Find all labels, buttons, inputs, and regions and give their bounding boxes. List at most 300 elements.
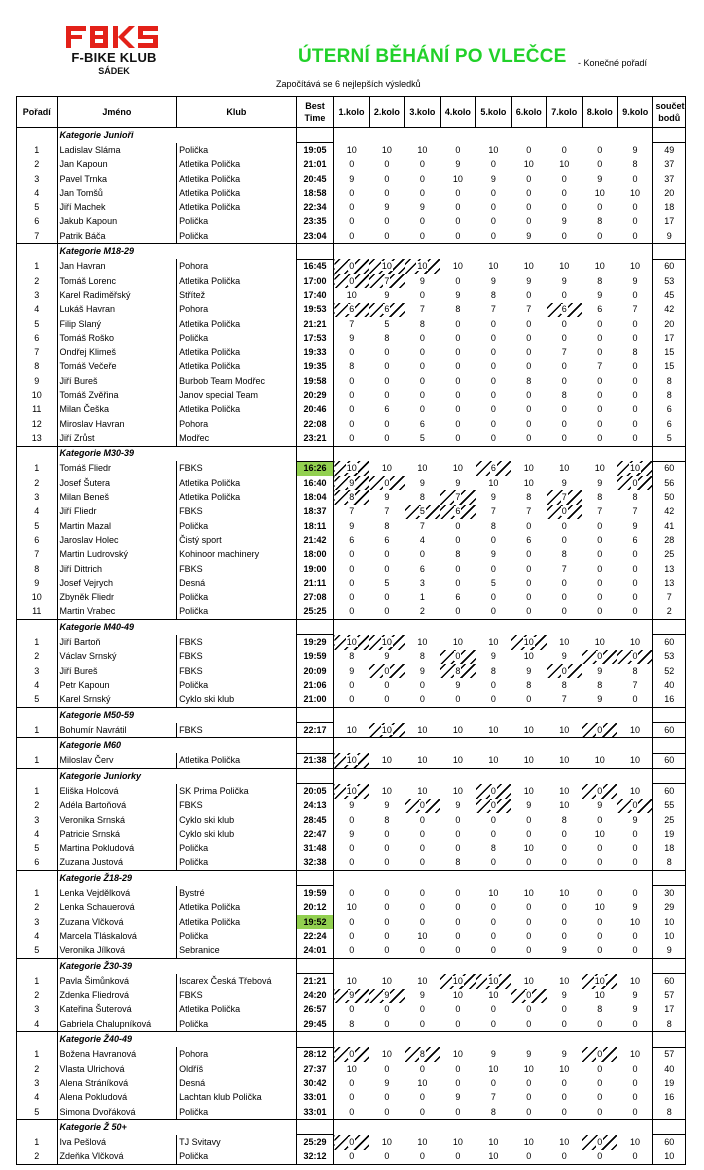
category-round-cell [369,446,404,461]
round-points [547,360,582,374]
category-round-cell [405,620,440,635]
points-sum: 20 [653,186,686,200]
best-time: 19:05 [296,143,334,158]
round-points [511,693,546,708]
round-points [405,650,440,664]
round-points-value: 10 [417,785,428,796]
category-round-cell [511,769,546,784]
points-sum: 17 [653,215,686,229]
round-points-value: 0 [490,375,496,386]
round-points [547,1017,582,1032]
round-points-value: 10 [452,990,463,1001]
round-points-value: 0 [490,534,496,545]
round-points [405,753,440,768]
round-points-value: 0 [419,1018,425,1029]
round-points-value: 8 [349,361,355,372]
round-points [617,417,652,431]
round-points-value: 0 [597,520,603,531]
round-points-value: 10 [381,463,392,474]
round-points-value: 0 [597,332,603,343]
round-points-value: 0 [490,814,496,825]
round-points [547,317,582,331]
round-points-value: 0 [384,857,390,868]
round-points [334,403,369,417]
round-points [582,693,617,708]
table-row [17,548,686,562]
points-sum: 29 [653,901,686,915]
round-points [617,591,652,605]
round-points [476,591,511,605]
round-points [476,1062,511,1076]
round-points [405,303,440,317]
points-sum: 9 [653,229,686,244]
round-points-value: 0 [597,1151,603,1162]
round-points-value: 0 [384,477,390,488]
round-points-value: 7 [349,506,355,517]
club-name-cell: Čistý sport [177,533,297,547]
round-points [582,288,617,302]
category-sum-cell [653,244,686,259]
round-points-value: 5 [384,577,390,588]
col-round-4: 4.kolo [440,97,475,128]
round-points [369,505,404,519]
round-points-value: 10 [629,916,640,927]
category-name: Kategorie M30-39 [57,446,296,461]
round-points [440,303,475,317]
club-name-cell: Pohora [177,1047,297,1062]
round-points [582,1091,617,1105]
club-name-cell: Modřec [177,431,297,446]
club-name-cell: Atletika Polička [177,158,297,172]
round-points-value: 10 [417,1077,428,1088]
round-points-value: 0 [384,1151,390,1162]
round-points-value: 10 [381,144,392,155]
rank-cell: 4 [17,1091,58,1105]
category-round-cell [476,446,511,461]
round-points-value: 9 [349,520,355,531]
club-name-cell: Polička [177,229,297,244]
round-points-value: 9 [455,159,461,170]
round-points [334,288,369,302]
round-points-value: 9 [419,665,425,676]
points-sum: 50 [653,490,686,504]
round-points-value: 0 [349,275,355,286]
round-points [511,1135,546,1150]
round-points-value: 0 [597,577,603,588]
athlete-name: Josef Vejrych [57,576,177,590]
round-points-value: 8 [632,665,638,676]
round-points [511,331,546,345]
round-points-value: 0 [349,1077,355,1088]
round-points-value: 0 [526,990,532,1001]
round-points [547,519,582,533]
col-round-5: 5.kolo [476,97,511,128]
best-time: 25:29 [296,1135,334,1150]
rank-cell: 1 [17,1047,58,1062]
round-points-value: 9 [419,202,425,213]
athlete-name: Václav Srnský [57,650,177,664]
category-round-cell [511,620,546,635]
category-round-cell [476,244,511,259]
category-round-cell [617,1120,652,1135]
round-points-value: 0 [632,549,638,560]
round-points-value: 6 [384,304,390,315]
category-sum-cell [653,958,686,973]
round-points [369,345,404,359]
round-points [369,388,404,402]
round-points-value: 0 [419,902,425,913]
round-points-value: 8 [349,651,355,662]
round-points-value: 0 [455,694,461,705]
round-points [440,345,475,359]
round-points [405,915,440,929]
round-points-value: 10 [629,755,640,766]
round-points-value: 0 [384,606,390,617]
category-round-cell [617,769,652,784]
round-points [440,915,475,929]
round-points-value: 0 [490,679,496,690]
club-name-cell: Polička [177,856,297,871]
category-name: Kategorie M40-49 [57,620,296,635]
points-sum: 53 [653,650,686,664]
athlete-name: Miroslav Havran [57,417,177,431]
best-time: 30:42 [296,1076,334,1090]
category-round-cell [440,958,475,973]
round-points-value: 10 [523,843,534,854]
round-points-value: 0 [384,216,390,227]
points-sum: 8 [653,856,686,871]
round-points [334,974,369,989]
round-points [476,388,511,402]
category-rank-cell [17,128,58,143]
athlete-name: Jiří Zrůst [57,431,177,446]
round-points-value: 0 [526,902,532,913]
round-points [511,345,546,359]
round-points [334,605,369,620]
table-row [17,856,686,871]
round-points-value: 0 [632,800,638,811]
table-row [17,1062,686,1076]
round-points-value: 10 [629,785,640,796]
round-points-value: 0 [632,202,638,213]
round-points [617,635,652,650]
round-points [405,886,440,901]
round-points-value: 0 [597,724,603,735]
round-points-value: 0 [597,230,603,241]
round-points [476,519,511,533]
round-points [440,548,475,562]
category-round-cell [440,707,475,722]
round-points-value: 10 [346,724,357,735]
round-points [547,1003,582,1017]
col-round-6: 6.kolo [511,97,546,128]
round-points-value: 0 [419,1004,425,1015]
category-round-cell [369,738,404,753]
round-points [582,259,617,274]
round-points-value: 0 [455,318,461,329]
round-points-dropped [334,303,369,317]
round-points-value: 0 [632,230,638,241]
round-points-value: 0 [455,563,461,574]
points-sum: 37 [653,158,686,172]
round-points-value: 9 [419,990,425,1001]
round-points [405,360,440,374]
round-points [476,886,511,901]
points-sum: 40 [653,678,686,692]
points-sum: 19 [653,1076,686,1090]
athlete-name: Karel Radiměřský [57,288,177,302]
round-points [511,576,546,590]
round-points [582,605,617,620]
round-points-value: 0 [455,375,461,386]
round-points [369,827,404,841]
round-points-value: 0 [597,202,603,213]
round-points-dropped [582,723,617,738]
round-points-value: 10 [417,636,428,647]
club-name-cell: FBKS [177,664,297,678]
rank-cell: 1 [17,723,58,738]
round-points-dropped [334,784,369,799]
round-points [511,1047,546,1062]
best-time: 33:01 [296,1091,334,1105]
round-points [405,317,440,331]
category-sum-cell [653,1032,686,1047]
round-points-value: 8 [419,651,425,662]
round-points-value: 10 [417,724,428,735]
round-points-value: 10 [559,636,570,647]
rank-cell: 1 [17,753,58,768]
round-points-value: 7 [526,304,532,315]
athlete-name: Milan Češka [57,403,177,417]
round-points [547,200,582,214]
round-points [405,827,440,841]
best-time: 16:45 [296,259,334,274]
round-points [405,723,440,738]
round-points-value: 10 [488,261,499,272]
round-points-value: 0 [419,230,425,241]
round-points-value: 10 [594,636,605,647]
round-points [582,901,617,915]
round-points-dropped [582,650,617,664]
category-round-cell [405,707,440,722]
best-time: 21:21 [296,974,334,989]
rank-cell: 5 [17,317,58,331]
round-points [369,374,404,388]
round-points-value: 0 [597,534,603,545]
round-points-value: 0 [526,144,532,155]
round-points-value: 10 [594,463,605,474]
round-points-value: 0 [597,159,603,170]
round-points [547,929,582,943]
category-rank-cell [17,1120,58,1135]
round-points [369,417,404,431]
round-points-value: 10 [559,724,570,735]
round-points [476,215,511,229]
round-points [511,929,546,943]
round-points-value: 8 [561,549,567,560]
round-points-dropped [440,650,475,664]
category-rank-cell [17,871,58,886]
round-points [582,303,617,317]
category-round-cell [547,769,582,784]
category-round-cell [547,1120,582,1135]
round-points-value: 5 [419,506,425,517]
round-points [582,944,617,959]
round-points [547,215,582,229]
athlete-name: Jiří Fliedr [57,505,177,519]
round-points [476,1091,511,1105]
rank-cell: 10 [17,591,58,605]
col-round-1: 1.kolo [334,97,369,128]
round-points-dropped [476,974,511,989]
round-points-value: 0 [384,1004,390,1015]
round-points-value: 0 [526,577,532,588]
round-points [334,548,369,562]
round-points-dropped [334,989,369,1003]
round-points [511,229,546,244]
round-points [511,519,546,533]
table-row [17,635,686,650]
round-points [405,1062,440,1076]
round-points-value: 7 [561,563,567,574]
table-row [17,274,686,288]
round-points-value: 10 [594,975,605,986]
round-points [617,274,652,288]
round-points-value: 8 [526,492,532,503]
round-points [369,1091,404,1105]
round-points-value: 10 [523,636,534,647]
table-row [17,1076,686,1090]
round-points-value: 10 [452,975,463,986]
round-points [440,842,475,856]
round-points-value: 0 [632,1063,638,1074]
round-points-value: 10 [488,1063,499,1074]
round-points-value: 6 [455,592,461,603]
col-name: Jméno [57,97,177,128]
round-points [334,505,369,519]
best-time: 22:47 [296,827,334,841]
round-points [334,591,369,605]
best-time: 33:01 [296,1105,334,1120]
round-points [405,856,440,871]
round-points [582,388,617,402]
rank-cell: 5 [17,1105,58,1120]
round-points [617,813,652,827]
round-points-value: 10 [381,724,392,735]
round-points-value: 9 [349,800,355,811]
round-points [405,331,440,345]
club-name-cell: Polička [177,143,297,158]
round-points-value: 0 [561,534,567,545]
rank-cell: 12 [17,417,58,431]
round-points [369,813,404,827]
round-points [334,1105,369,1120]
round-points-dropped [617,650,652,664]
round-points-value: 10 [629,187,640,198]
round-points [617,842,652,856]
table-row [17,799,686,813]
round-points-value: 10 [523,159,534,170]
round-points [547,548,582,562]
round-points [440,1135,475,1150]
round-points-value: 10 [559,1063,570,1074]
category-round-cell [476,1120,511,1135]
points-sum: 37 [653,172,686,186]
category-round-cell [476,769,511,784]
round-points [547,374,582,388]
category-round-cell [547,446,582,461]
table-row [17,605,686,620]
round-points [405,461,440,476]
round-points [334,813,369,827]
round-points [476,533,511,547]
category-name: Kategorie Juniorky [57,769,296,784]
category-round-cell [476,1032,511,1047]
club-name-cell: Polička [177,331,297,345]
round-points-value: 0 [526,828,532,839]
round-points [511,533,546,547]
round-points-value: 7 [632,304,638,315]
round-points-value: 0 [597,347,603,358]
round-points [547,576,582,590]
round-points-value: 10 [346,144,357,155]
category-round-cell [369,769,404,784]
round-points-value: 0 [526,389,532,400]
round-points [582,274,617,288]
round-points-value: 0 [490,332,496,343]
round-points-value: 0 [597,389,603,400]
category-best-cell [296,446,334,461]
round-points-value: 0 [419,828,425,839]
col-time-label: Time [304,113,326,123]
round-points-value: 0 [490,592,496,603]
round-points-value: 8 [349,1018,355,1029]
category-round-cell [617,871,652,886]
round-points-dropped [405,1047,440,1062]
round-points-value: 0 [455,275,461,286]
points-sum: 42 [653,303,686,317]
round-points [617,374,652,388]
rank-cell: 3 [17,1076,58,1090]
round-points-value: 0 [526,289,532,300]
round-points-value: 10 [417,930,428,941]
points-sum: 9 [653,944,686,959]
round-points-value: 8 [597,275,603,286]
round-points [405,1003,440,1017]
round-points-value: 0 [349,843,355,854]
round-points-value: 0 [419,1151,425,1162]
round-points-value: 10 [594,755,605,766]
category-round-cell [582,128,617,143]
category-row [17,128,686,143]
round-points-value: 0 [490,694,496,705]
category-round-cell [617,244,652,259]
table-row [17,331,686,345]
round-points-value: 0 [561,857,567,868]
club-name-cell: Pohora [177,417,297,431]
round-points-value: 0 [349,375,355,386]
round-points [334,856,369,871]
round-points [476,813,511,827]
round-points [582,1062,617,1076]
round-points-value: 0 [597,785,603,796]
round-points-value: 0 [384,563,390,574]
round-points [369,1062,404,1076]
club-name-cell: Polička [177,678,297,692]
round-points [405,388,440,402]
club-name-cell: Cyklo ski klub [177,813,297,827]
round-points-value: 8 [597,679,603,690]
